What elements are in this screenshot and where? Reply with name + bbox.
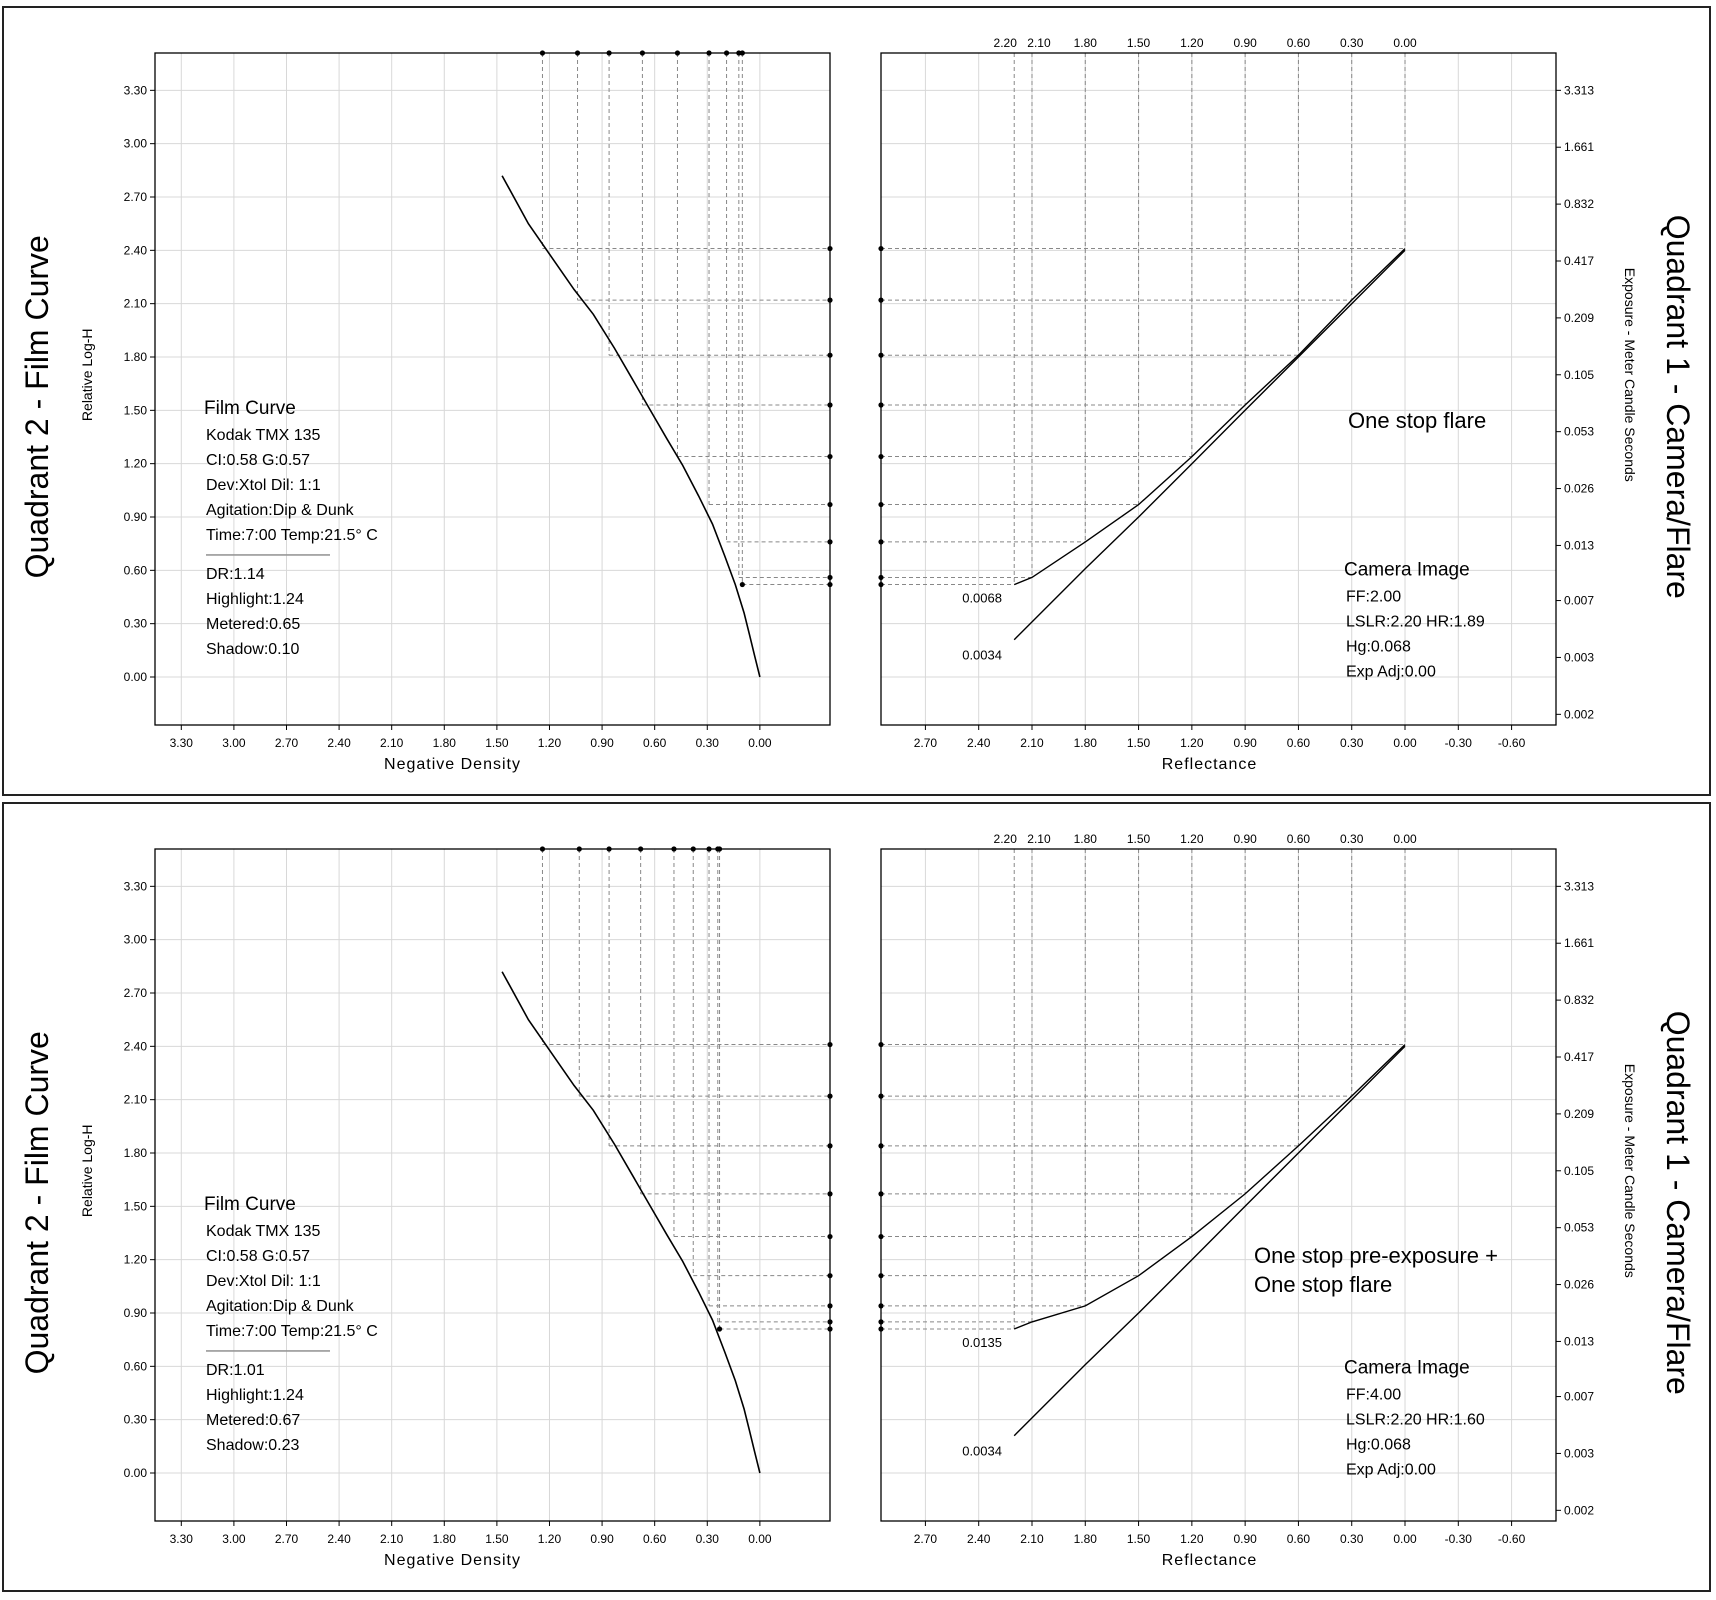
- q1-xtick-label: 0.30: [1340, 1532, 1364, 1546]
- q1-right-ytick-label: 0.002: [1564, 707, 1595, 722]
- q1-top-tick-label: 0.00: [1393, 832, 1417, 846]
- q1-title: Quadrant 1 - Camera/Flare: [1660, 1010, 1696, 1395]
- q1-top-tick-label: 0.60: [1286, 832, 1311, 846]
- q1-xtick-label: 2.10: [1020, 1532, 1044, 1546]
- q1-xtick-label: 2.10: [1020, 736, 1044, 750]
- q1-right-ytick-label: 0.003: [1564, 1446, 1595, 1461]
- q2-ytick-label: 1.80: [123, 350, 147, 364]
- film-stat-line: DR:1.14: [206, 565, 265, 583]
- q2-ytick-label: 0.30: [123, 1412, 147, 1427]
- q1-xtick-label: 2.70: [913, 1532, 938, 1546]
- q1-right-ytick-label: 0.026: [1564, 1277, 1595, 1292]
- film-info-header: Film Curve: [204, 1193, 296, 1215]
- q1-xtick-label: 0.30: [1340, 736, 1364, 750]
- camera-info-line: Hg:0.068: [1346, 638, 1411, 656]
- q1-xtick-label: 2.70: [913, 736, 938, 750]
- base-curve-label: 0.0034: [962, 647, 1002, 663]
- q1-ylabel: Exposure - Meter Candle Seconds: [1622, 267, 1638, 482]
- q2-xtick-label: 0.60: [642, 736, 667, 750]
- q1-xlabel: Reflectance: [1161, 756, 1258, 773]
- q2-xtick-label: 0.30: [695, 1532, 719, 1546]
- q1-right-ytick-label: 0.832: [1564, 993, 1595, 1008]
- film-curve-point: [740, 582, 745, 587]
- film-info-header: Film Curve: [204, 397, 296, 419]
- q2-xlabel: Negative Density: [384, 1552, 521, 1569]
- q2-ytick-label: 1.80: [123, 1146, 147, 1160]
- q1-right-ytick-label: 3.313: [1564, 83, 1595, 98]
- q1-xtick-label: 2.40: [967, 1532, 991, 1546]
- film-stat-line: DR:1.01: [206, 1361, 265, 1379]
- q2-ytick-label: 2.70: [123, 190, 147, 204]
- q1-top-tick-label: 0.90: [1233, 36, 1257, 50]
- q1-right-ytick-label: 0.002: [1564, 1503, 1595, 1518]
- q1-right-ytick-label: 0.007: [1564, 1389, 1595, 1404]
- q1-right-ytick-label: 0.053: [1564, 424, 1595, 439]
- q2-xtick-label: 3.30: [169, 1532, 193, 1546]
- q2-xtick-label: 0.90: [590, 736, 614, 750]
- q1-right-ytick-label: 0.007: [1564, 593, 1595, 608]
- q1-xlabel: Reflectance: [1161, 1552, 1258, 1569]
- q2-ytick-label: 0.90: [123, 510, 147, 524]
- q2-ytick-label: 3.30: [123, 879, 147, 894]
- q2-ytick-label: 2.10: [123, 1092, 147, 1107]
- q2-xtick-label: 0.00: [748, 1532, 772, 1546]
- q2-xtick-label: 0.00: [748, 736, 772, 750]
- q1-right-ytick-label: 3.313: [1564, 879, 1595, 894]
- q1-top-tick-label: 1.50: [1126, 832, 1151, 846]
- q2-xtick-label: 2.70: [274, 1532, 299, 1546]
- film-curve-line: [502, 972, 760, 1473]
- q1-top-tick-label: 0.90: [1233, 832, 1257, 846]
- q2-title: Quadrant 2 - Film Curve: [19, 1031, 55, 1375]
- film-info-line: Time:7:00 Temp:21.5° C: [206, 526, 378, 544]
- q2-xtick-label: 1.50: [485, 1532, 509, 1546]
- q1-right-ytick-label: 0.209: [1564, 310, 1595, 325]
- flare-curve-line: [1014, 249, 1405, 585]
- q2-ytick-label: 3.00: [123, 932, 147, 947]
- film-stat-line: Highlight:1.24: [206, 590, 304, 608]
- q2-ytick-label: 1.50: [123, 1199, 147, 1214]
- q2-xlabel: Negative Density: [384, 756, 521, 773]
- q2-xtick-label: 1.80: [432, 736, 456, 750]
- q1-xtick-label: 1.80: [1073, 736, 1097, 750]
- q2-xtick-label: 2.10: [380, 1532, 404, 1546]
- film-stat-line: Highlight:1.24: [206, 1386, 304, 1404]
- q1-top-tick-label: 1.80: [1073, 36, 1097, 50]
- film-info-line: Kodak TMX 135: [206, 426, 321, 444]
- q2-ytick-label: 3.00: [123, 136, 147, 151]
- q1-xtick-label: 0.90: [1233, 1532, 1257, 1546]
- q2-ytick-label: 0.00: [123, 1466, 147, 1480]
- camera-info-line: LSLR:2.20 HR:1.89: [1346, 613, 1485, 631]
- q1-top-tick-label: 1.20: [1180, 832, 1204, 846]
- q2-ytick-label: 1.20: [123, 456, 147, 471]
- q2-ylabel: Relative Log-H: [79, 328, 95, 422]
- camera-info-line: FF:2.00: [1346, 588, 1402, 606]
- film-info-line: Time:7:00 Temp:21.5° C: [206, 1322, 378, 1340]
- q2-xtick-label: 3.30: [169, 736, 193, 750]
- q1-xtick-label: -0.30: [1444, 1532, 1472, 1546]
- q1-right-ytick-label: 0.209: [1564, 1106, 1595, 1121]
- chart-panel-top: [2, 6, 1711, 796]
- q1-top-tick-label: 1.80: [1073, 832, 1097, 846]
- q1-top-tick-label: 2.10: [1027, 832, 1051, 846]
- q2-ytick-label: 2.10: [123, 296, 147, 311]
- film-info-line: Kodak TMX 135: [206, 1222, 321, 1240]
- q2-ytick-label: 0.60: [123, 563, 147, 578]
- annotation-text: One stop flare: [1254, 1272, 1393, 1298]
- q1-xtick-label: -0.30: [1444, 736, 1472, 750]
- film-info-line: CI:0.58 G:0.57: [206, 1247, 311, 1265]
- film-info-line: CI:0.58 G:0.57: [206, 451, 311, 469]
- q2-ytick-label: 1.20: [123, 1252, 147, 1267]
- q1-xtick-label: 1.20: [1180, 1532, 1204, 1546]
- q2-xtick-label: 2.10: [380, 736, 404, 750]
- camera-info-line: LSLR:2.20 HR:1.60: [1346, 1411, 1485, 1429]
- annotation-text: One stop pre-exposure +: [1254, 1243, 1498, 1269]
- q2-xtick-label: 0.30: [695, 736, 719, 750]
- film-stat-line: Shadow:0.23: [206, 1436, 300, 1454]
- q1-top-tick-label: 0.00: [1393, 36, 1417, 50]
- q1-xtick-label: 1.50: [1126, 1532, 1151, 1546]
- camera-info-line: Exp Adj:0.00: [1346, 663, 1436, 681]
- q1-xtick-label: -0.60: [1497, 736, 1526, 750]
- base-curve-line: [1014, 250, 1405, 639]
- film-info-line: Agitation:Dip & Dunk: [206, 501, 354, 519]
- camera-info-line: FF:4.00: [1346, 1386, 1402, 1404]
- q2-xtick-label: 1.20: [537, 736, 562, 750]
- q2-xtick-label: 1.20: [537, 1532, 562, 1546]
- q2-ytick-label: 0.60: [123, 1359, 147, 1374]
- camera-info-line: Hg:0.068: [1346, 1436, 1411, 1454]
- q2-ytick-label: 3.30: [123, 83, 147, 98]
- chart-svg-top: [4, 8, 1709, 794]
- q2-xtick-label: 3.00: [222, 1532, 246, 1546]
- q1-right-ytick-label: 0.003: [1564, 650, 1595, 665]
- q2-xtick-label: 2.70: [274, 736, 299, 750]
- q2-xtick-label: 2.40: [327, 1532, 351, 1546]
- q1-xtick-label: 0.00: [1393, 736, 1417, 750]
- q1-xtick-label: 0.60: [1286, 736, 1311, 750]
- q1-right-ytick-label: 0.105: [1564, 1163, 1595, 1178]
- q1-xtick-label: 1.50: [1126, 736, 1151, 750]
- flare-curve-label: 0.0068: [962, 590, 1002, 606]
- q1-xtick-label: 1.20: [1180, 736, 1204, 750]
- q1-xtick-label: 0.00: [1393, 1532, 1417, 1546]
- q1-right-ytick-label: 0.013: [1564, 1334, 1595, 1349]
- film-info-line: Dev:Xtol Dil: 1:1: [206, 1272, 321, 1290]
- film-stat-line: Metered:0.65: [206, 615, 301, 633]
- film-info-line: Dev:Xtol Dil: 1:1: [206, 476, 321, 494]
- q2-title: Quadrant 2 - Film Curve: [19, 235, 55, 579]
- camera-info-header: Camera Image: [1344, 1357, 1470, 1379]
- camera-info-line: Exp Adj:0.00: [1346, 1461, 1436, 1479]
- q1-top-tick-label: 2.10: [1027, 36, 1051, 50]
- annotation-text: One stop flare: [1348, 408, 1487, 434]
- q1-top-tick-label: 0.60: [1286, 36, 1311, 50]
- q1-right-ytick-label: 0.013: [1564, 538, 1595, 553]
- q1-ylabel: Exposure - Meter Candle Seconds: [1622, 1063, 1638, 1278]
- camera-info-header: Camera Image: [1344, 559, 1470, 581]
- q2-ytick-label: 0.30: [123, 616, 147, 631]
- q2-xtick-label: 1.50: [485, 736, 509, 750]
- q2-ytick-label: 0.90: [123, 1306, 147, 1320]
- q1-right-ytick-label: 0.053: [1564, 1220, 1595, 1235]
- film-curve-point: [717, 1326, 722, 1331]
- film-curve-line: [502, 176, 760, 677]
- q1-right-ytick-label: 1.661: [1564, 936, 1595, 951]
- q1-top-tick-label: 0.30: [1340, 832, 1364, 846]
- q1-top-tick-label: 2.20: [993, 36, 1017, 50]
- film-stat-line: Shadow:0.10: [206, 640, 300, 658]
- chart-panel-bottom: [2, 802, 1711, 1592]
- base-curve-label: 0.0034: [962, 1443, 1002, 1459]
- q1-right-ytick-label: 0.105: [1564, 367, 1595, 382]
- q1-top-tick-label: 2.20: [993, 832, 1017, 846]
- q1-xtick-label: 0.90: [1233, 736, 1257, 750]
- q2-xtick-label: 0.90: [590, 1532, 614, 1546]
- q1-xtick-label: 1.80: [1073, 1532, 1097, 1546]
- q1-xtick-label: 2.40: [967, 736, 991, 750]
- q2-ytick-label: 2.40: [123, 243, 147, 258]
- q1-top-tick-label: 1.20: [1180, 36, 1204, 50]
- q2-ytick-label: 0.00: [123, 670, 147, 684]
- q1-right-ytick-label: 0.417: [1564, 1050, 1595, 1064]
- q2-ylabel: Relative Log-H: [79, 1124, 95, 1218]
- q1-right-ytick-label: 0.026: [1564, 481, 1595, 496]
- q1-xtick-label: 0.60: [1286, 1532, 1311, 1546]
- film-info-line: Agitation:Dip & Dunk: [206, 1297, 354, 1315]
- q2-xtick-label: 3.00: [222, 736, 246, 750]
- q2-xtick-label: 0.60: [642, 1532, 667, 1546]
- q1-right-ytick-label: 1.661: [1564, 140, 1595, 155]
- q1-top-tick-label: 0.30: [1340, 36, 1364, 50]
- q2-ytick-label: 2.40: [123, 1039, 147, 1054]
- q2-xtick-label: 1.80: [432, 1532, 456, 1546]
- q1-xtick-label: -0.60: [1497, 1532, 1526, 1546]
- q1-top-tick-label: 1.50: [1126, 36, 1151, 50]
- flare-curve-label: 0.0135: [962, 1335, 1002, 1350]
- q2-ytick-label: 1.50: [123, 403, 147, 418]
- q1-title: Quadrant 1 - Camera/Flare: [1660, 214, 1696, 599]
- q1-right-ytick-label: 0.832: [1564, 197, 1595, 212]
- q1-right-ytick-label: 0.417: [1564, 254, 1595, 268]
- q2-ytick-label: 2.70: [123, 986, 147, 1000]
- chart-svg-bottom: [4, 804, 1709, 1590]
- film-stat-line: Metered:0.67: [206, 1411, 301, 1429]
- q2-xtick-label: 2.40: [327, 736, 351, 750]
